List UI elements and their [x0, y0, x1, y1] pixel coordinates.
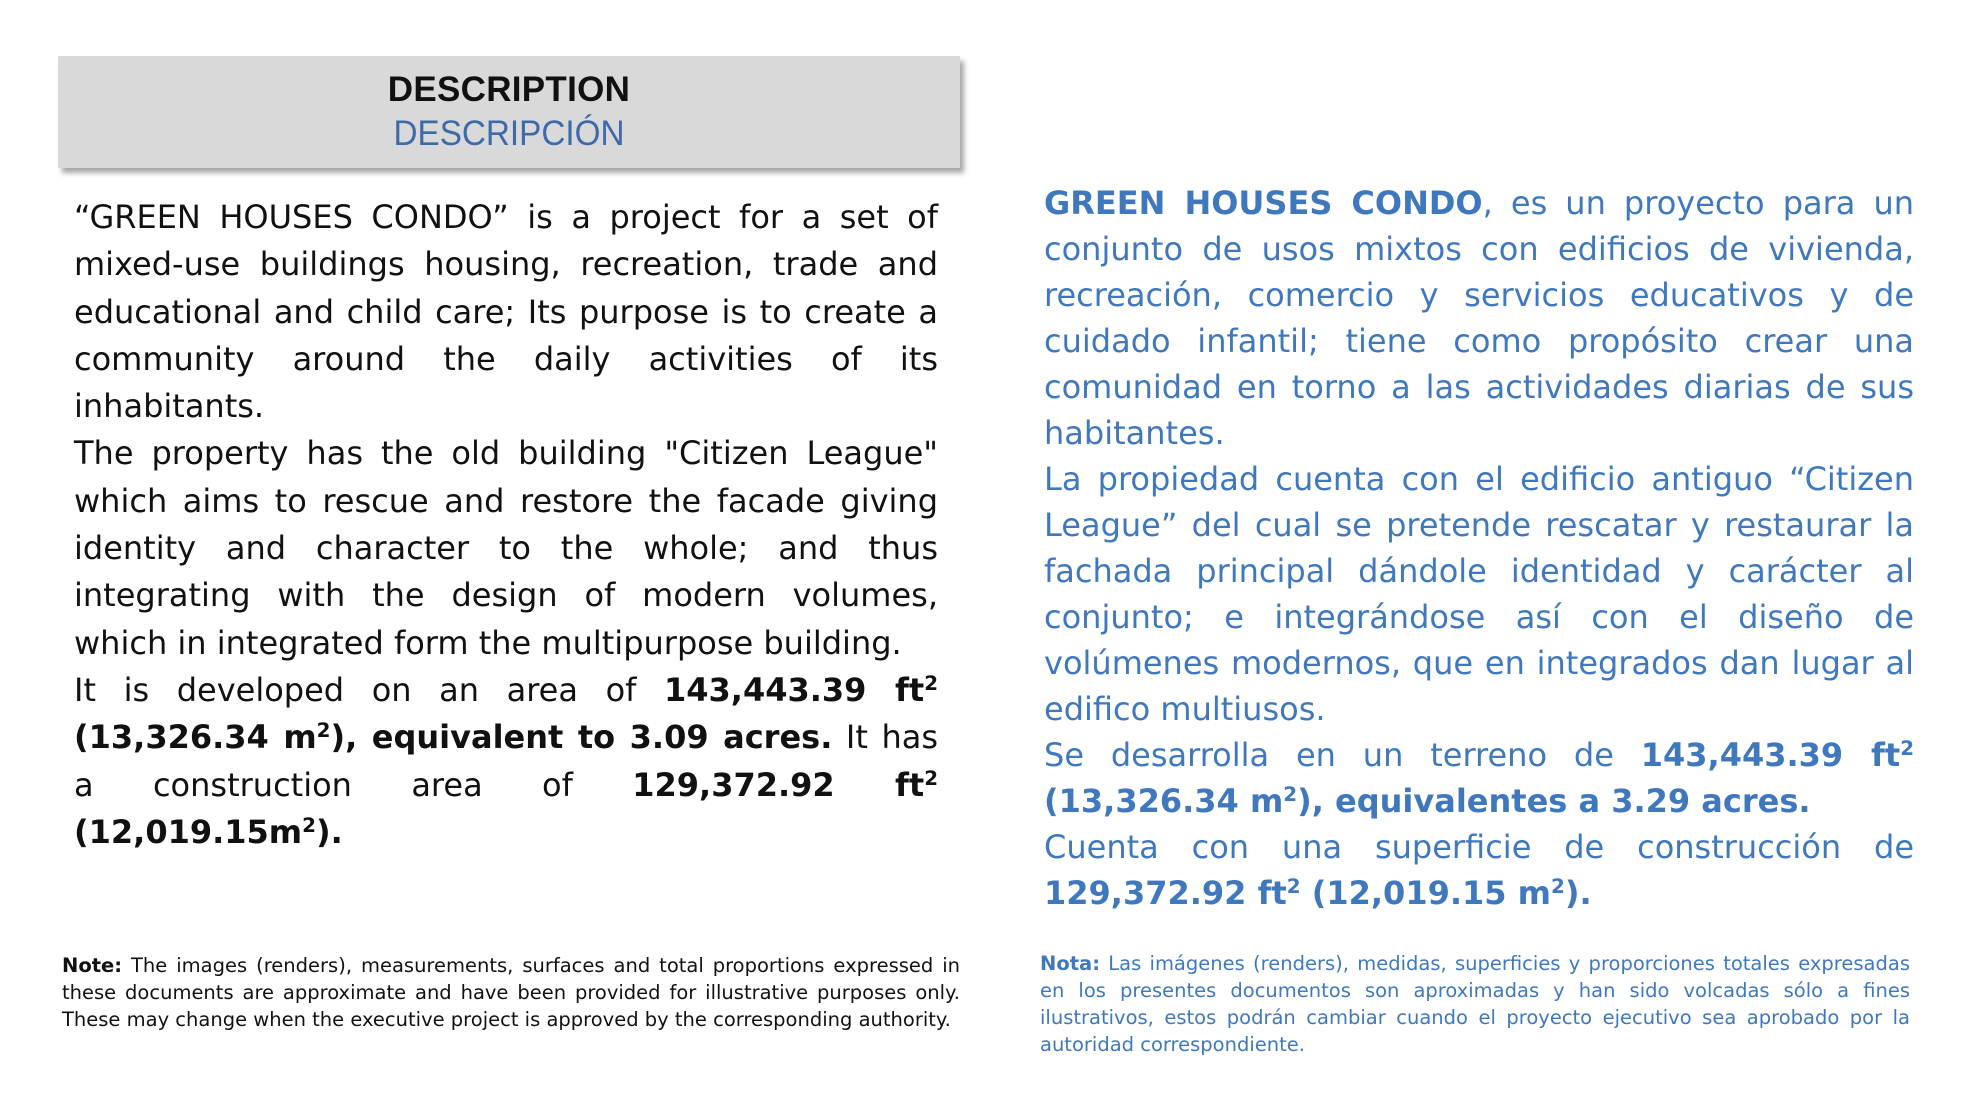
english-construction-ft: 129,372.92 ft — [632, 765, 925, 804]
english-note-label: Note: — [62, 954, 123, 977]
spanish-paragraph-4: Cuenta con una superficie de construcción de — [1044, 828, 1914, 866]
spanish-area-prefix: Se desarrolla en un terreno de — [1044, 736, 1641, 774]
english-note — [62, 952, 960, 1033]
superscript: 2 — [924, 766, 939, 790]
english-paragraph-2: The property has the old building "Citizen League" which aims to rescue and restore the facade giving identity and character to the whole; and thus integrating with the design of modern volumes, which in integrated form the multipurpose building. — [74, 434, 938, 662]
spanish-note-label: Nota: — [1040, 952, 1100, 975]
english-construction-prefix: It has a construction area of — [74, 718, 939, 804]
english-land-area-equivalent: ), equivalent to 3.09 acres. — [330, 718, 833, 757]
english-land-area-m: (13,326.34 m — [74, 718, 317, 757]
english-paragraph-1: “GREEN HOUSES CONDO” is a project for a set of mixed-use buildings housing, recreation, trade and educational and child care; Its purpose is to create a community around the daily activities of its inhabitants. — [74, 198, 938, 426]
english-construction-close: ). — [315, 812, 343, 851]
spanish-construction-bold — [1044, 874, 1592, 912]
superscript: 2 — [1551, 875, 1565, 899]
description-header — [58, 56, 960, 168]
spanish-description — [1044, 180, 1914, 916]
english-note-text: The images (renders), measurements, surfaces and total proportions expressed in these documents are approximate and have been provided for illustrative purposes only. These may change when the executive project is approved by the corresponding authority. — [62, 954, 960, 1031]
superscript: 2 — [924, 672, 939, 696]
spanish-paragraph-1 — [1044, 180, 1914, 456]
superscript: 2 — [302, 813, 316, 837]
english-area-prefix: It is developed on an area of — [74, 670, 664, 709]
spanish-paragraph-1-text: , es un proyecto para un conjunto de usos mixtos con edificios de vivienda, recreación, comercio y servicios educativos y de cuidado infantil; tiene como propósito crear una comunidad en torno a las actividades diarias de sus habitantes. — [1044, 184, 1915, 452]
spanish-note — [1040, 950, 1910, 1058]
spanish-construction-m: (12,019.15 m — [1300, 874, 1552, 912]
header-title-english: DESCRIPTION — [387, 70, 631, 109]
spanish-land-area-equivalent: ), equivalentes a 3.29 acres. — [1297, 782, 1811, 820]
spanish-land-area-ft: 143,443.39 ft — [1640, 736, 1901, 774]
english-land-area-ft: 143,443.39 ft — [664, 670, 925, 709]
header-title-spanish: DESCRIPCIÓN — [393, 114, 625, 153]
superscript: 2 — [1283, 783, 1298, 807]
spanish-project-name: GREEN HOUSES CONDO — [1044, 184, 1483, 222]
english-description — [74, 194, 938, 856]
spanish-construction-ft: 129,372.92 ft — [1044, 874, 1287, 912]
superscript: 2 — [316, 719, 331, 743]
english-construction-m: (12,019.15m — [74, 812, 303, 851]
superscript: 2 — [1900, 737, 1915, 761]
spanish-construction-close: ). — [1564, 874, 1592, 912]
spanish-note-text: Las imágenes (renders), medidas, superficies y proporciones totales expresadas en los presentes documentos son aproximadas y han sido volcadas sólo a fines ilustrativos, estos podrán cambiar cuando el proyecto ejecutivo sea aprobado por la autoridad correspondiente. — [1040, 952, 1910, 1056]
superscript: 2 — [1286, 875, 1301, 899]
spanish-land-area-m: (13,326.34 m — [1044, 782, 1284, 820]
spanish-construction-area — [1044, 870, 1914, 916]
spanish-paragraph-2: La propiedad cuenta con el edificio antiguo “Citizen League” del cual se pretende rescatar y restaurar la fachada principal dándole identidad y carácter al conjunto; e integrándose así con el diseño de volúmenes modernos, que en integrados dan lugar al edifico multiusos. — [1044, 460, 1914, 728]
english-paragraph-3 — [74, 667, 938, 856]
spanish-paragraph-3 — [1044, 732, 1914, 824]
